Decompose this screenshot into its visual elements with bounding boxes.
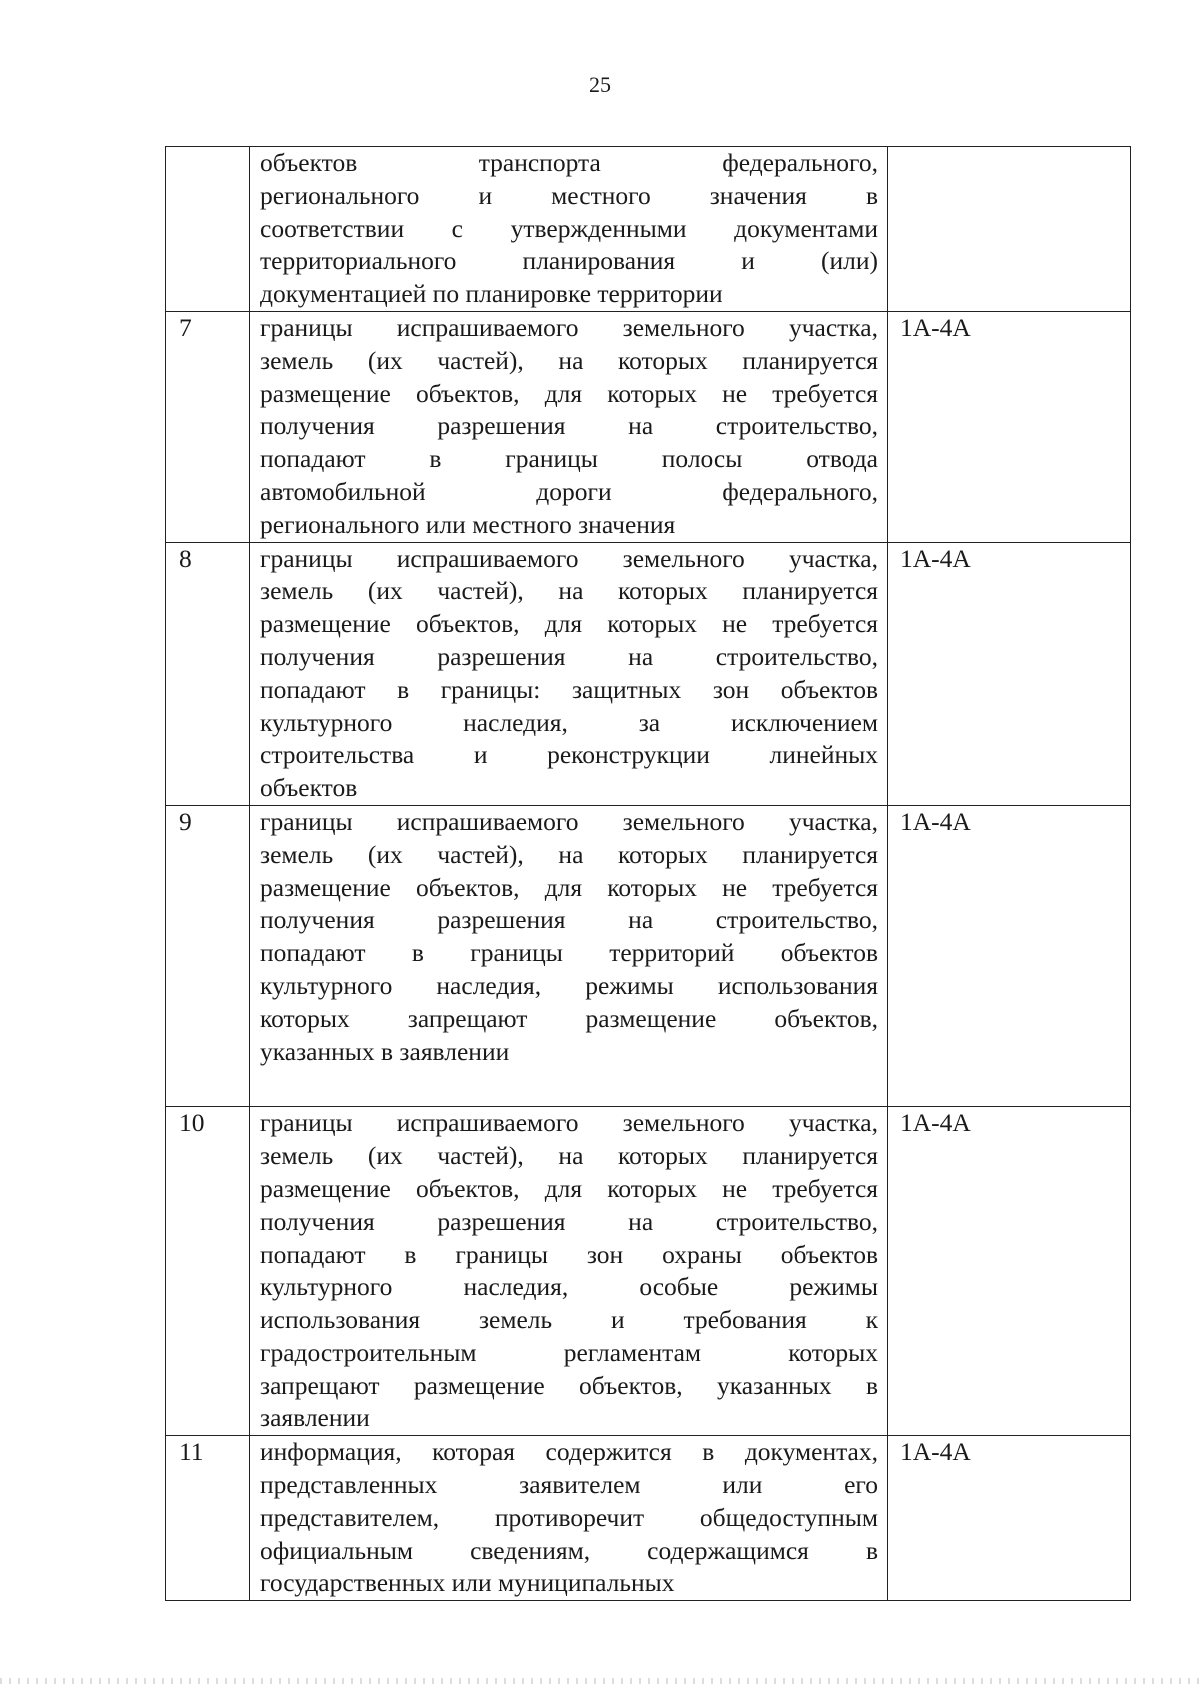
text-line: объектов <box>260 773 358 803</box>
text-line: автомобильной дороги федерального, <box>260 476 878 506</box>
table-row <box>166 147 1131 312</box>
page-number: 25 <box>589 72 611 97</box>
row-number <box>166 147 250 312</box>
text-line: размещение объектов, для которых не требуется <box>260 872 878 902</box>
table-row <box>166 805 1131 1106</box>
grounds-table <box>165 146 1131 1601</box>
row-number: 7 <box>166 311 250 542</box>
text-line: строительства и реконструкции линейных <box>260 740 878 770</box>
row-text <box>250 1107 888 1436</box>
row-number: 9 <box>166 805 250 1106</box>
text-line: границы испрашиваемого земельного участка, <box>260 806 878 836</box>
text-line: использования земель и требования к <box>260 1305 878 1335</box>
scan-artifact <box>0 1678 1200 1684</box>
text-line: получения разрешения на строительство, <box>260 411 878 441</box>
row-text <box>250 1436 888 1601</box>
table-row <box>166 311 1131 542</box>
text-line: границы испрашиваемого земельного участка, <box>260 543 878 573</box>
row-text <box>250 311 888 542</box>
text-line: земель (их частей), на которых планируется <box>260 839 878 869</box>
text-line: представленных заявителем или его <box>260 1470 878 1500</box>
table-row <box>166 542 1131 805</box>
text-line: территориального планирования и (или) <box>260 246 878 276</box>
row-text <box>250 805 888 1106</box>
text-line: получения разрешения на строительство, <box>260 1206 878 1236</box>
text-line: официальным сведениям, содержащимся в <box>260 1535 878 1565</box>
text-line: попадают в границы зон охраны объектов <box>260 1239 878 1269</box>
row-code: 1А-4А <box>888 805 1131 1106</box>
row-code <box>888 147 1131 312</box>
text-line: указанных в заявлении <box>260 1036 510 1066</box>
text-line: размещение объектов, для которых не требуется <box>260 609 878 639</box>
text-line: земель (их частей), на которых планируется <box>260 576 878 606</box>
text-line: получения разрешения на строительство, <box>260 905 878 935</box>
text-line: градостроительным регламентам которых <box>260 1337 878 1367</box>
row-number: 10 <box>166 1107 250 1436</box>
text-line: попадают в границы территорий объектов <box>260 938 878 968</box>
row-text <box>250 542 888 805</box>
text-line: размещение объектов, для которых не требуется <box>260 378 878 408</box>
text-line: земель (их частей), на которых планируется <box>260 1141 878 1171</box>
text-line: размещение объектов, для которых не требуется <box>260 1173 878 1203</box>
row-number: 8 <box>166 542 250 805</box>
text-line: попадают в границы полосы отвода <box>260 444 878 474</box>
row-code: 1А-4А <box>888 311 1131 542</box>
table-body <box>166 147 1131 1601</box>
row-code: 1А-4А <box>888 542 1131 805</box>
text-line: регионального или местного значения <box>260 509 676 539</box>
text-line: культурного наследия, особые режимы <box>260 1272 878 1302</box>
table-row <box>166 1107 1131 1436</box>
row-number: 11 <box>166 1436 250 1601</box>
text-line: заявлении <box>260 1403 370 1433</box>
text-line: земель (их частей), на которых планируется <box>260 345 878 375</box>
row-text <box>250 147 888 312</box>
text-line: границы испрашиваемого земельного участка, <box>260 312 878 342</box>
text-line: документацией по планировке территории <box>260 279 723 309</box>
row-code: 1А-4А <box>888 1436 1131 1601</box>
text-line: попадают в границы: защитных зон объектов <box>260 674 878 704</box>
text-line: объектов транспорта федерального, <box>260 148 878 177</box>
text-line: культурного наследия, режимы использования <box>260 970 878 1000</box>
text-line: представителем, противоречит общедоступным <box>260 1502 878 1532</box>
text-line: запрещают размещение объектов, указанных в <box>260 1370 878 1400</box>
row-code: 1А-4А <box>888 1107 1131 1436</box>
table-row <box>166 1436 1131 1601</box>
text-line: границы испрашиваемого земельного участка, <box>260 1108 878 1138</box>
text-line: культурного наследия, за исключением <box>260 707 878 737</box>
text-line: которых запрещают размещение объектов, <box>260 1003 878 1033</box>
text-line: информация, которая содержится в документах, <box>260 1437 878 1467</box>
text-line: регионального и местного значения в <box>260 180 878 210</box>
text-line: получения разрешения на строительство, <box>260 641 878 671</box>
text-line: соответствии с утвержденными документами <box>260 213 878 243</box>
text-line: государственных или муниципальных <box>260 1568 675 1598</box>
